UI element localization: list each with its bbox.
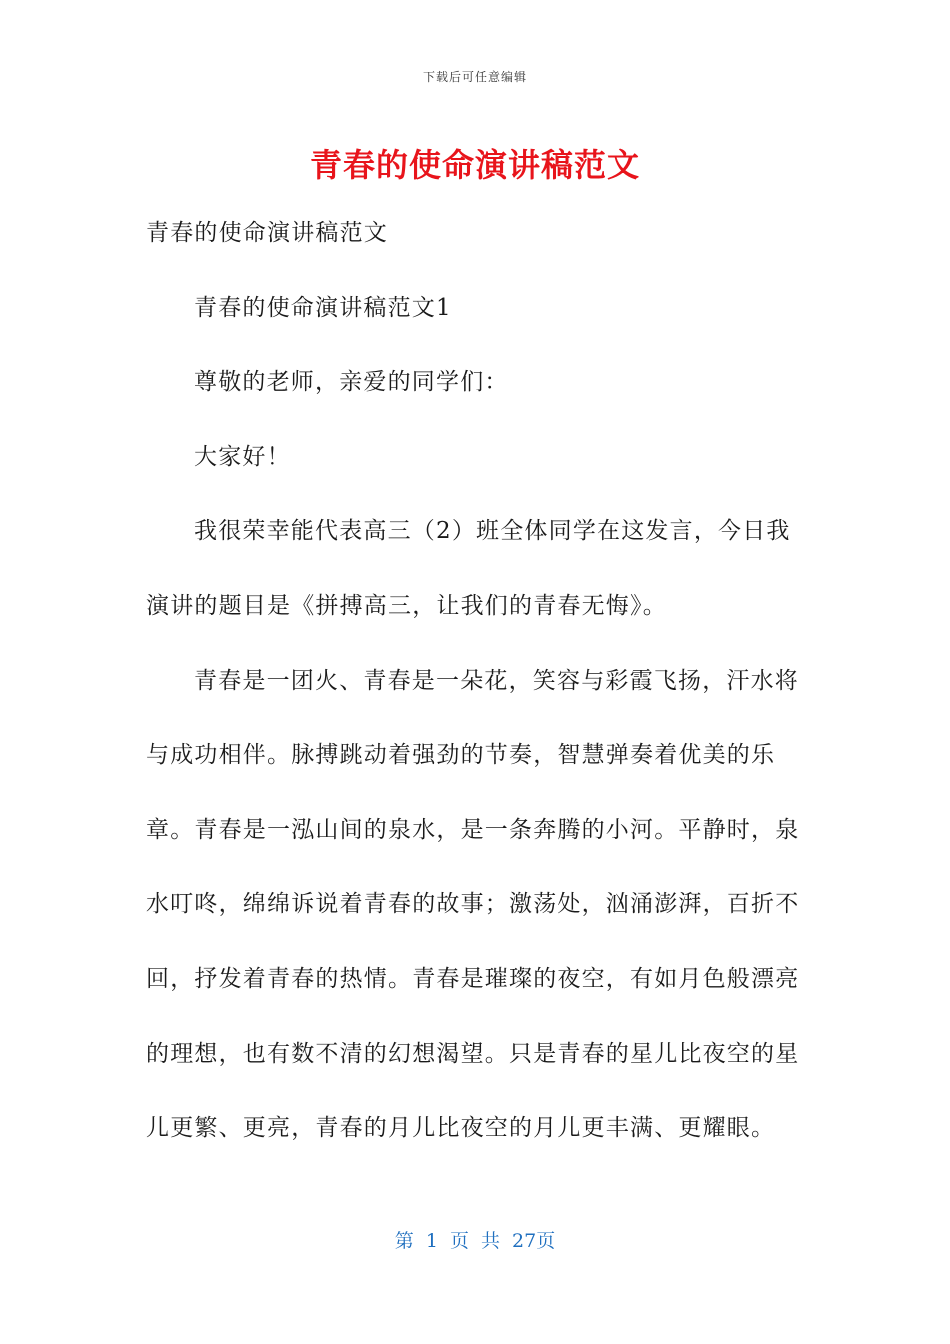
body-paragraph: 我很荣幸能代表高三（2）班全体同学在这发言，今日我演讲的题目是《拼搏高三，让我们的青春无悔》。 bbox=[146, 518, 791, 619]
body-paragraph: 青春的使命演讲稿范文 bbox=[146, 220, 388, 246]
header-note: 下载后可任意编辑 bbox=[422, 70, 527, 84]
body-paragraph: 大家好！ bbox=[194, 443, 291, 470]
body-paragraph: 尊敬的老师，亲爱的同学们： bbox=[194, 369, 509, 396]
body-paragraph: 青春的使命演讲稿范文1 bbox=[194, 294, 452, 321]
document-body bbox=[146, 196, 806, 1166]
body-paragraph: 青春是一团火、青春是一朵花，笑容与彩霞飞扬，汗水将与成功相伴。脉搏跳动着强劲的节奏，智慧弹奏着优美的乐章。青春是一泓山间的泉水，是一条奔腾的小河。平静时，泉水叮咚，绵绵诉说着青春的故事；激荡处，汹涌澎湃，百折不回，抒发着青春的热情。青春是璀璨的夜空，有如月色般漂亮的理想，也有数不清的幻想渴望。只是青春的星儿比夜空的星儿更繁、更亮，青春的月儿比夜空的月儿更丰满、更耀眼。 bbox=[146, 667, 800, 1142]
page-title: 青春的使命演讲稿范文 bbox=[309, 146, 640, 184]
page-footer: 第 1 页 共 27页 bbox=[394, 1230, 556, 1252]
